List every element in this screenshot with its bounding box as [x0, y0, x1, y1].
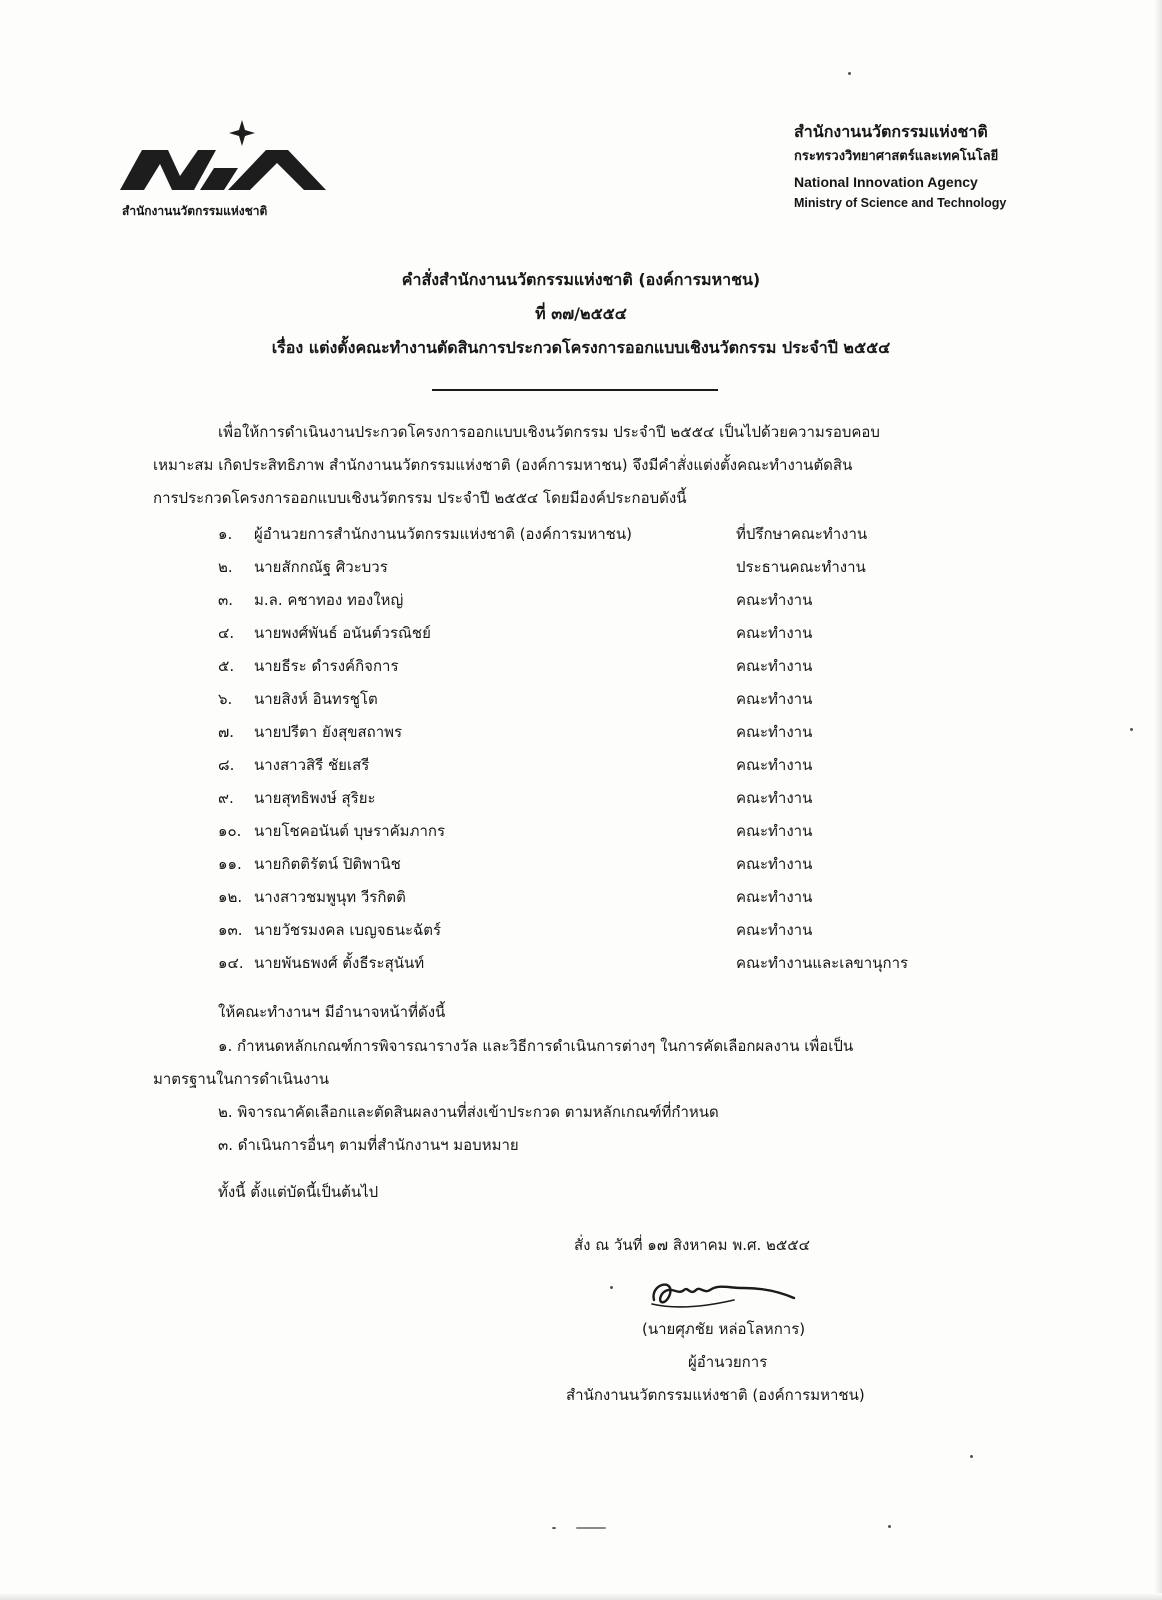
committee-member-row [0, 588, 1162, 621]
duties-intro: ให้คณะทำงานฯ มีอำนาจหน้าที่ดังนี้ [218, 1003, 446, 1021]
member-role: คณะทำงาน [736, 921, 813, 939]
closing-statement: ทั้งนี้ ตั้งแต่บัดนี้เป็นต้นไป [218, 1183, 379, 1201]
member-role: คณะทำงาน [736, 888, 813, 906]
committee-member-row [0, 687, 1162, 720]
member-name: นายสุทธิพงษ์ สุริยะ [254, 789, 376, 807]
member-role: คณะทำงาน [736, 723, 813, 741]
member-name: นายกิตติรัตน์ ปิติพานิช [254, 855, 401, 873]
member-role: คณะทำงาน [736, 657, 813, 675]
committee-member-row [0, 753, 1162, 786]
org-thai-ministry: กระทรวงวิทยาศาสตร์และเทคโนโลยี [794, 149, 999, 164]
member-role: ที่ปรึกษาคณะทำงาน [736, 525, 868, 543]
committee-member-row [0, 522, 1162, 555]
member-number: ๑๐. [218, 822, 242, 840]
duty-item-3: ๓. ดำเนินการอื่นๆ ตามที่สำนักงานฯ มอบหมาย [218, 1136, 519, 1154]
member-number: ๒. [218, 558, 233, 576]
member-name: นายปรีตา ยังสุขสถาพร [254, 723, 403, 741]
committee-member-row [0, 621, 1162, 654]
committee-member-row [0, 885, 1162, 918]
member-name: นายวัชรมงคล เบญจธนะฉัตร์ [254, 921, 442, 939]
member-role: คณะทำงาน [736, 756, 813, 774]
member-role: คณะทำงาน [736, 822, 813, 840]
scan-speck [610, 1286, 613, 1289]
handwritten-signature [648, 1270, 798, 1312]
member-name: นายพันธพงศ์ ตั้งธีระสุนันท์ [254, 954, 425, 972]
member-name: นางสาวสิรี ชัยเสรี [254, 756, 370, 774]
heading-divider [432, 389, 718, 391]
member-name: นายสิงห์ อินทรชูโต [254, 690, 378, 708]
committee-member-row [0, 819, 1162, 852]
member-number: ๙. [218, 789, 234, 807]
member-number: ๑. [218, 525, 233, 543]
signed-date: สั่ง ณ วันที่ ๑๗ สิงหาคม พ.ศ. ๒๕๕๔ [574, 1236, 810, 1254]
member-number: ๑๑. [218, 855, 242, 873]
member-number: ๖. [218, 690, 233, 708]
committee-member-row [0, 951, 1162, 984]
order-number: ที่ ๓๗/๒๕๕๔ [535, 304, 627, 323]
member-role: คณะทำงาน [736, 690, 813, 708]
member-number: ๑๒. [218, 888, 243, 906]
member-number: ๘. [218, 756, 235, 774]
member-role: คณะทำงาน [736, 789, 813, 807]
member-number: ๔. [218, 624, 235, 642]
committee-member-row [0, 786, 1162, 819]
committee-member-row [0, 654, 1162, 687]
committee-member-row [0, 555, 1162, 588]
member-name: นายสักกณัฐ ศิวะบวร [254, 558, 388, 576]
signatory-name: (นายศุภชัย หล่อโลหการ) [642, 1320, 806, 1338]
member-role: ประธานคณะทำงาน [736, 558, 866, 576]
member-role: คณะทำงานและเลขานุการ [736, 954, 909, 972]
scan-speck [888, 1525, 891, 1528]
member-name: นางสาวชมพูนุท วีรกิตติ [254, 888, 406, 906]
member-number: ๑๔. [218, 954, 244, 972]
duty-item-2: ๒. พิจารณาคัดเลือกและตัดสินผลงานที่ส่งเข้าประกวด ตามหลักเกณฑ์ที่กำหนด [218, 1103, 719, 1121]
order-title: คำสั่งสำนักงานนวัตกรรมแห่งชาติ (องค์การมหาชน) [401, 270, 761, 289]
scan-speck [552, 1527, 556, 1529]
logo-caption: สำนักงานนวัตกรรมแห่งชาติ [122, 204, 268, 218]
member-number: ๑๓. [218, 921, 243, 939]
member-number: ๗. [218, 723, 235, 741]
member-role: คณะทำงาน [736, 591, 813, 609]
scan-speck [970, 1455, 973, 1458]
order-subject: เรื่อง แต่งตั้งคณะทำงานตัดสินการประกวดโครงการออกแบบเชิงนวัตกรรม ประจำปี ๒๕๕๔ [271, 338, 891, 357]
committee-member-row [0, 852, 1162, 885]
member-role: คณะทำงาน [736, 855, 813, 873]
scan-speck [576, 1527, 606, 1529]
member-name: นายธีระ ดำรงค์กิจการ [254, 657, 399, 675]
scan-speck [848, 72, 851, 75]
member-number: ๓. [218, 591, 234, 609]
preamble-line-3: การประกวดโครงการออกแบบเชิงนวัตกรรม ประจำปี ๒๕๕๔ โดยมีองค์ประกอบดังนี้ [153, 489, 687, 507]
duty-item-1-continued: มาตรฐานในการดำเนินงาน [153, 1070, 330, 1088]
committee-member-row [0, 720, 1162, 753]
org-english-ministry: Ministry of Science and Technology [794, 196, 1007, 210]
committee-member-row [0, 918, 1162, 951]
member-number: ๕. [218, 657, 235, 675]
signatory-title: ผู้อำนวยการ [688, 1353, 768, 1371]
member-name: ผู้อำนวยการสำนักงานนวัตกรรมแห่งชาติ (องค์การมหาชน) [254, 525, 632, 543]
nia-logo [120, 120, 340, 220]
scan-edge-bottom [0, 1593, 1162, 1600]
org-english-name: National Innovation Agency [794, 174, 978, 190]
organization-header [794, 124, 1054, 210]
member-name: ม.ล. คชาทอง ทองใหญ่ [254, 591, 404, 609]
signatory-organization: สำนักงานนวัตกรรมแห่งชาติ (องค์การมหาชน) [566, 1386, 865, 1404]
member-role: คณะทำงาน [736, 624, 813, 642]
nia-logo-mark [120, 120, 332, 202]
preamble-line-2: เหมาะสม เกิดประสิทธิภาพ สำนักงานนวัตกรรมแห่งชาติ (องค์การมหาชน) จึงมีคำสั่งแต่งตั้งคณะทำงานตัดสิน [153, 456, 853, 474]
member-name: นายพงศ์พันธ์ อนันต์วรณิชย์ [254, 624, 431, 642]
scan-speck [1130, 728, 1133, 731]
org-thai-name: สำนักงานนวัตกรรมแห่งชาติ [794, 122, 988, 141]
preamble-line-1: เพื่อให้การดำเนินงานประกวดโครงการออกแบบเชิงนวัตกรรม ประจำปี ๒๕๕๔ เป็นไปด้วยความรอบคอบ [218, 423, 880, 441]
member-name: นายโชคอนันต์ บุษราคัมภากร [254, 822, 446, 840]
duty-item-1: ๑. กำหนดหลักเกณฑ์การพิจารณารางวัล และวิธีการดำเนินการต่างๆ ในการคัดเลือกผลงาน เพื่อเป็น [218, 1037, 854, 1055]
